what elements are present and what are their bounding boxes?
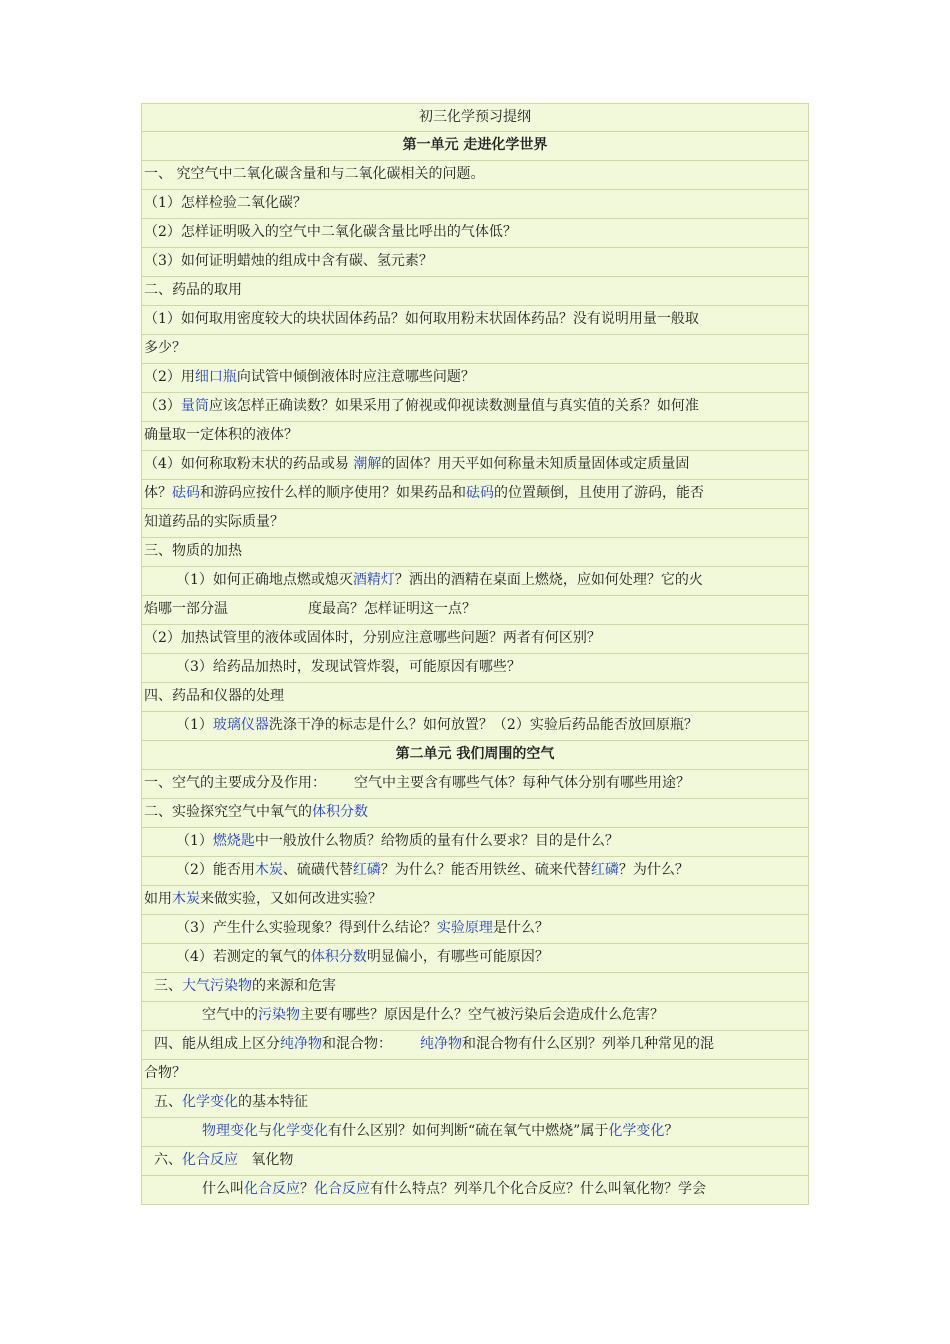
unit1-title-row — [141, 132, 809, 161]
link-huaxuebianhua[interactable]: 化学变化 — [182, 1094, 238, 1110]
unit1-s2-q4-line1: （4）如何称取粉末状的药品或易 潮解的固体？用天平如何称量未知质量固体或定质量固 — [141, 451, 809, 480]
link-chunjingwu[interactable]: 纯净物 — [280, 1036, 322, 1052]
link-honglin[interactable]: 红磷 — [352, 862, 381, 878]
link-chunjingwu[interactable]: 纯净物 — [420, 1036, 462, 1052]
unit2-section6: 六、化合反应 氧化物 — [141, 1147, 809, 1176]
unit1-s3-q1-line2: 焰哪一部分温 度最高？怎样证明这一点？ — [141, 596, 809, 625]
unit1-s4-q1: （1）玻璃仪器洗涤干净的标志是什么？如何放置？（2）实验后药品能否放回原瓶？ — [141, 712, 809, 741]
link-fama[interactable]: 砝码 — [172, 485, 200, 501]
unit2-s5-q: 物理变化与化学变化有什么区别？如何判断“硫在氧气中燃烧”属于化学变化？ — [141, 1118, 809, 1147]
unit2-section2: 二、实验探究空气中氧气的体积分数 — [141, 799, 809, 828]
unit1-s2-q2: （2）用细口瓶向试管中倾倒液体时应注意哪些问题？ — [141, 364, 809, 393]
unit2-q4: （4）若测定的氧气的体积分数明显偏小，有哪些可能原因？ — [141, 944, 809, 973]
unit1-q3: （3）如何证明蜡烛的组成中含有碳、氢元素？ — [141, 248, 809, 277]
unit1-s3-q2: （2）加热试管里的液体或固体时，分别应注意哪些问题？两者有何区别？ — [141, 625, 809, 654]
unit2-s6-q: 什么叫化合反应？化合反应有什么特点？列举几个化合反应？什么叫氧化物？学会 — [141, 1176, 809, 1205]
unit2-q2-line2: 如用木炭来做实验，又如何改进实验？ — [141, 886, 809, 915]
link-huaxuebianhua[interactable]: 化学变化 — [608, 1123, 665, 1139]
link-daqiwuranwu[interactable]: 大气污染物 — [182, 978, 252, 994]
unit1-section4: 四、药品和仪器的处理 — [141, 683, 809, 712]
unit1-s2-q4-line2: 体？砝码和游码应按什么样的顺序使用？如果药品和砝码的位置颠倒，且使用了游码，能否 — [141, 480, 809, 509]
unit1-s3-q1-line1: （1）如何正确地点燃或熄灭酒精灯？洒出的酒精在桌面上燃烧，应如何处理？它的火 — [141, 567, 809, 596]
unit2-q2-line1: （2）能否用木炭、硫磺代替红磷？为什么？能否用铁丝、硫来代替红磷？为什么？ — [141, 857, 809, 886]
unit2-s3-q: 空气中的污染物主要有哪些？原因是什么？空气被污染后会造成什么危害？ — [141, 1002, 809, 1031]
link-wulibianhua[interactable]: 物理变化 — [202, 1123, 258, 1139]
unit2-section5: 五、化学变化的基本特征 — [141, 1089, 809, 1118]
link-shiyanyuanli[interactable]: 实验原理 — [436, 920, 493, 936]
unit2-title-row — [141, 741, 809, 770]
unit1-s2-q4-line3: 知道药品的实际质量？ — [141, 509, 809, 538]
link-ranshaochi[interactable]: 燃烧匙 — [212, 833, 255, 849]
unit2-q3: （3）产生什么实验现象？得到什么结论？实验原理是什么？ — [141, 915, 809, 944]
link-wuranwu[interactable]: 污染物 — [258, 1007, 300, 1023]
unit2-section3: 三、大气污染物的来源和危害 — [141, 973, 809, 1002]
link-tijifenshu[interactable]: 体积分数 — [310, 949, 367, 965]
unit1-section2: 二、药品的取用 — [141, 277, 809, 306]
link-jiujingdeng[interactable]: 酒精灯 — [352, 572, 395, 588]
link-mutan[interactable]: 木炭 — [172, 891, 200, 907]
unit1-s2-q3-line1: （3）量筒应该怎样正确读数？如果采用了俯视或仰视读数测量值与真实值的关系？如何准 — [141, 393, 809, 422]
unit2-section4-line1: 四、能从组成上区分纯净物和混合物： 纯净物和混合物有什么区别？列举几种常见的混 — [141, 1031, 809, 1060]
link-mutan[interactable]: 木炭 — [254, 862, 283, 878]
unit2-section1: 一、空气的主要成分及作用： 空气中主要含有哪些气体？每种气体分别有哪些用途？ — [141, 770, 809, 799]
link-tijifenshu[interactable]: 体积分数 — [312, 804, 368, 820]
unit1-section1: 一、 究空气中二氧化碳含量和与二氧化碳相关的问题。 — [141, 161, 809, 190]
unit1-q1: （1）怎样检验二氧化碳？ — [141, 190, 809, 219]
unit2-q1: （1）燃烧匙中一般放什么物质？给物质的量有什么要求？目的是什么？ — [141, 828, 809, 857]
link-liangtong[interactable]: 量筒 — [180, 398, 209, 414]
unit1-s2-q3-line2: 确量取一定体积的液体？ — [141, 422, 809, 451]
doc-title-row — [141, 103, 809, 132]
link-fama[interactable]: 砝码 — [466, 485, 494, 501]
unit1-section3: 三、物质的加热 — [141, 538, 809, 567]
unit2-section4-line2: 合物？ — [141, 1060, 809, 1089]
link-boliyiqi[interactable]: 玻璃仪器 — [212, 717, 269, 733]
link-xikouping[interactable]: 细口瓶 — [194, 369, 237, 385]
doc-title: 初三化学预习提纲 — [419, 109, 531, 125]
unit2-title: 第二单元 我们周围的空气 — [395, 746, 555, 762]
outline-document — [141, 103, 809, 1205]
unit1-title: 第一单元 走进化学世界 — [402, 137, 548, 153]
unit1-q2: （2）怎样证明吸入的空气中二氧化碳含量比呼出的气体低？ — [141, 219, 809, 248]
unit1-s2-q1-line1: （1）如何取用密度较大的块状固体药品？如何取用粉末状固体药品？没有说明用量一般取 — [141, 306, 809, 335]
unit1-s3-q3: （3）给药品加热时，发现试管炸裂，可能原因有哪些？ — [141, 654, 809, 683]
link-huahefanying[interactable]: 化合反应 — [244, 1181, 300, 1197]
link-huaxuebianhua[interactable]: 化学变化 — [272, 1123, 328, 1139]
link-honglin[interactable]: 红磷 — [590, 862, 619, 878]
link-huahefanying[interactable]: 化合反应 — [314, 1181, 370, 1197]
unit1-s2-q1-line2: 多少？ — [141, 335, 809, 364]
link-chaojie[interactable]: 潮解 — [353, 456, 382, 472]
link-huahefanying[interactable]: 化合反应 — [182, 1152, 238, 1168]
